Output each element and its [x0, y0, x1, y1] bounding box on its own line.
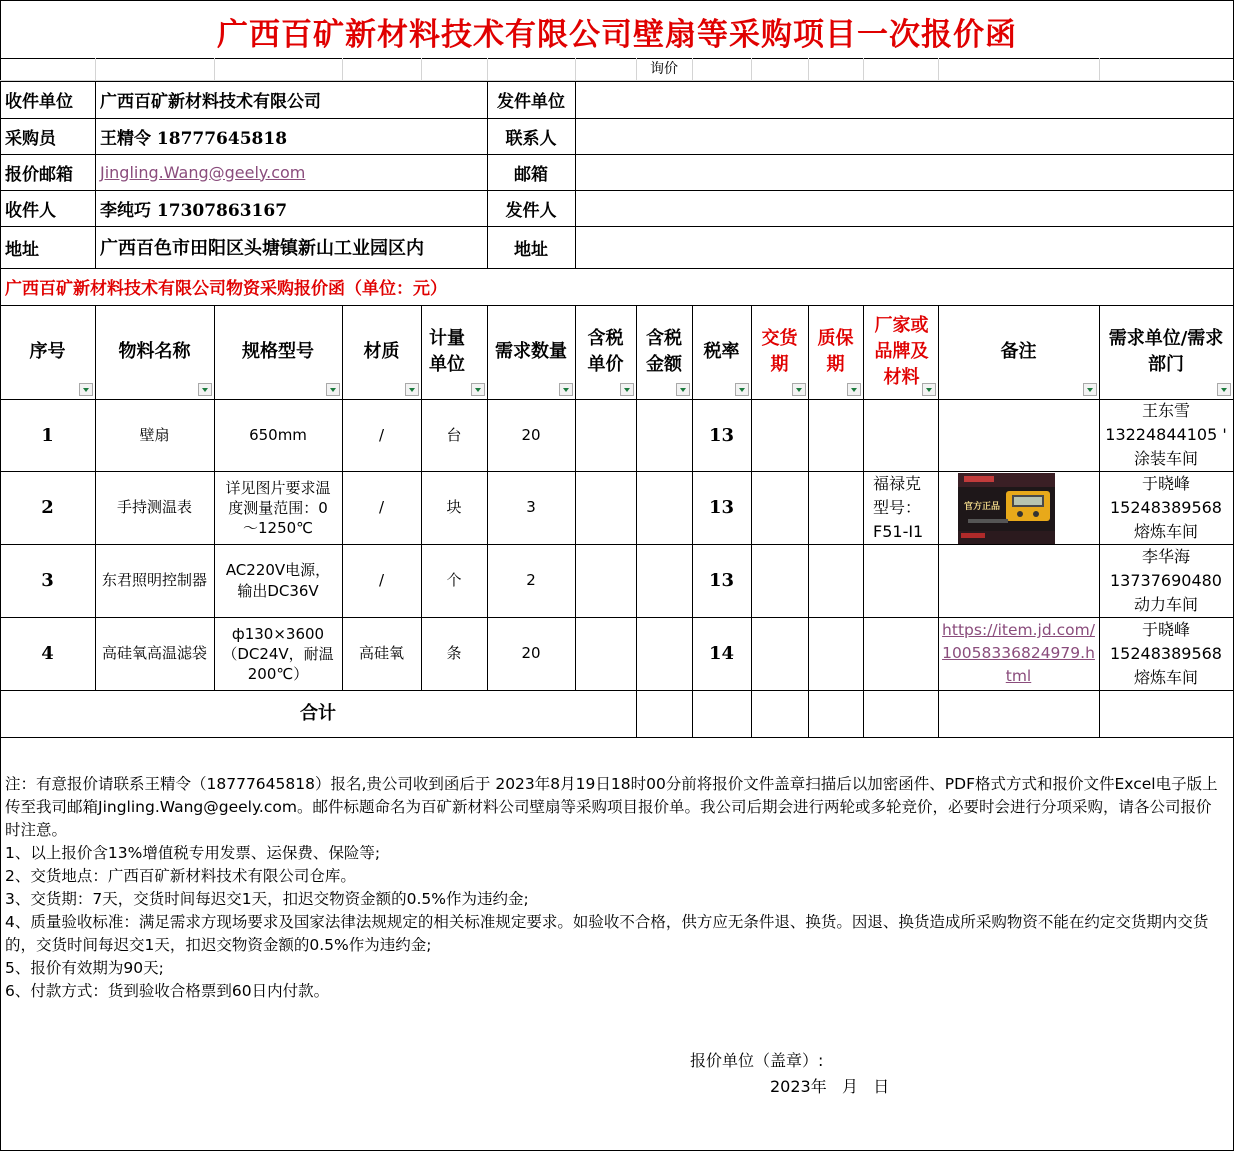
filter-spec-button[interactable]	[326, 383, 340, 396]
row3-amount[interactable]	[636, 544, 692, 617]
row4-unit[interactable]: 条	[446, 644, 462, 662]
buyer-value[interactable]: 王精令 18777645818	[100, 128, 288, 149]
row2-qty[interactable]: 3	[526, 498, 536, 516]
row1-unit[interactable]: 台	[446, 425, 462, 444]
header-remark: 备注	[1000, 341, 1037, 362]
row2-amount[interactable]	[636, 471, 692, 544]
row1-dept-phone: 13224844105 '	[1105, 425, 1227, 444]
row2-name[interactable]: 手持测温表	[116, 498, 192, 516]
row4-dept-phone: 15248389568	[1110, 643, 1222, 663]
recipient-value[interactable]: 李纯巧 17307863167	[100, 200, 288, 221]
mail-field[interactable]	[575, 154, 1233, 190]
email-link[interactable]: Jingling.Wang@geely.com	[100, 162, 306, 182]
address-value[interactable]: 广西百色市田阳区头塘镇新山工业园区内	[100, 238, 424, 259]
total-label: 合计	[300, 702, 336, 724]
row1-dept-unit: 涂装车间	[1133, 449, 1198, 468]
inquiry-label: 询价	[650, 60, 678, 77]
notes-item-3: 3、交货期：7天，交货时间每迟交1天，扣迟交物资金额的0.5%作为违约金;	[5, 890, 529, 908]
filter-delivery-button[interactable]	[792, 383, 806, 396]
subtitle: 广西百矿新材料技术有限公司物资采购报价函（单位：元）	[5, 279, 447, 299]
row2-unit-price[interactable]	[575, 471, 636, 544]
row4-dept[interactable]	[1099, 617, 1233, 690]
filter-unit-price-button[interactable]	[620, 383, 634, 396]
page-title: 广西百矿新材料技术有限公司壁扇等采购项目一次报价函	[217, 16, 1017, 53]
header-tax-rate: 税率	[703, 341, 740, 362]
row2-dept-phone: 15248389568	[1110, 497, 1222, 517]
row4-unit-price[interactable]	[575, 617, 636, 690]
row3-qty[interactable]: 2	[526, 571, 536, 589]
row3-dept-name: 李华海	[1141, 546, 1190, 566]
row3-dept-unit: 动力车间	[1133, 594, 1198, 614]
row2-seq: 2	[41, 497, 54, 518]
receiver-unit-value[interactable]: 广西百矿新材料技术有限公司	[100, 92, 321, 112]
row2-warranty[interactable]	[808, 471, 863, 544]
row4-remark-link[interactable]: https://item.jd.com/10058336824979.html	[942, 621, 1095, 685]
row4-brand[interactable]	[863, 617, 938, 690]
contact-field[interactable]	[575, 118, 1233, 154]
row1-unit-price[interactable]	[575, 399, 636, 471]
signature-unit-label: 报价单位（盖章）:	[690, 1050, 824, 1070]
row3-warranty[interactable]	[808, 544, 863, 617]
row2-dept-unit: 熔炼车间	[1133, 521, 1198, 541]
row1-amount[interactable]	[636, 399, 692, 471]
row1-material[interactable]: /	[378, 425, 385, 444]
notes-block	[5, 773, 1225, 1003]
receiver-unit-label: 收件单位	[5, 92, 73, 112]
row4-seq: 4	[41, 643, 54, 664]
signature-date: 2023年 月 日	[770, 1076, 890, 1096]
header-seq: 序号	[29, 341, 66, 362]
header-material: 材质	[363, 341, 400, 362]
row4-dept-name: 于晓峰	[1141, 619, 1190, 639]
notes-item-5: 5、报价有效期为90天;	[5, 959, 164, 977]
row2-tax[interactable]: 13	[708, 497, 735, 518]
row1-warranty[interactable]	[808, 399, 863, 471]
notes-intro: 注：有意报价请联系王精令（18777645818）报名,贵公司收到函后于 2023年8月19日18时00分前将报价文件盖章扫描后以加密函件、PDF格式方式和报价文件Excel电子版上传至我司邮箱Jingling.Wang@geely.com。邮件标题命名为百矿新材料公司壁扇等采购项目报价单。我公司后期会进行两轮或多轮竞价，必要时会进行分项采购，请各公司报价时注意。	[5, 775, 1218, 839]
row3-material[interactable]: /	[378, 571, 385, 589]
row1-dept[interactable]	[1099, 399, 1233, 471]
filter-brand-button[interactable]	[922, 383, 936, 396]
header-delivery: 交货期	[761, 328, 798, 375]
sender-field[interactable]	[575, 190, 1233, 226]
photo-caption: 官方正品	[964, 502, 1001, 512]
row1-brand[interactable]	[863, 399, 938, 471]
notes-item-1: 1、以上报价含13%增值税专用发票、运保费、保险等;	[5, 844, 381, 862]
row3-delivery[interactable]	[751, 544, 808, 617]
header-name: 物料名称	[118, 341, 191, 362]
row1-seq: 1	[41, 424, 54, 446]
filter-remark-button[interactable]	[1083, 383, 1097, 396]
header-qty: 需求数量	[495, 341, 567, 362]
recipient-label: 收件人	[5, 200, 56, 221]
header-amount: 含税金额	[646, 328, 682, 375]
row3-remark[interactable]	[938, 544, 1099, 617]
header-brand: 厂家或品牌及材料	[874, 315, 929, 388]
row4-delivery[interactable]	[751, 617, 808, 690]
row2-brand[interactable]: 福禄克型号：F51-I1	[873, 473, 924, 541]
row3-unit[interactable]: 个	[446, 571, 462, 589]
row1-dept-name: 王东雪	[1141, 401, 1190, 420]
header-warranty: 质保期	[817, 328, 854, 375]
filter-material-button[interactable]	[405, 383, 419, 396]
row1-delivery[interactable]	[751, 399, 808, 471]
row4-amount[interactable]	[636, 617, 692, 690]
row3-seq: 3	[41, 570, 54, 591]
notes-item-4: 4、质量验收标准：满足需求方现场要求及国家法律法规规定的相关标准规定要求。如验收不合格，供方应无条件退、换货。因退、换货造成所采购物资不能在约定交货期内交货的，交货时间每迟交1天，扣迟交物资金额的0.5%作为违约金;	[5, 913, 1209, 954]
filter-dept-button[interactable]	[1217, 383, 1231, 396]
row4-name[interactable]: 高硅氧高温滤袋	[101, 644, 207, 662]
row4-material[interactable]: 高硅氧	[358, 644, 404, 662]
address2-label: 地址	[514, 239, 548, 260]
row1-spec[interactable]: 650mm	[249, 425, 307, 444]
filter-tax-rate-button[interactable]	[735, 383, 749, 396]
header-unit-price: 含税单价	[587, 328, 624, 375]
row2-material[interactable]: /	[378, 498, 385, 516]
row2-dept-name: 于晓峰	[1141, 473, 1190, 493]
filter-name-button[interactable]	[198, 383, 212, 396]
mail-label: 邮箱	[514, 164, 548, 185]
notes-item-2: 2、交货地点：广西百矿新材料技术有限公司仓库。	[5, 867, 356, 885]
sender-unit-field[interactable]	[575, 81, 1233, 118]
row4-dept-unit: 熔炼车间	[1133, 667, 1198, 687]
row1-tax[interactable]: 13	[708, 424, 735, 446]
buyer-label: 采购员	[5, 128, 56, 149]
row3-tax[interactable]: 13	[708, 570, 735, 591]
sender-label: 发件人	[505, 200, 557, 221]
row3-brand[interactable]	[863, 544, 938, 617]
row1-remark[interactable]	[938, 399, 1099, 471]
row4-warranty[interactable]	[808, 617, 863, 690]
filter-qty-button[interactable]	[559, 383, 573, 396]
total-amount[interactable]	[636, 690, 692, 737]
sender-unit-label: 发件单位	[497, 92, 565, 112]
row2-unit[interactable]: 块	[446, 498, 462, 516]
address2-field[interactable]	[575, 226, 1233, 268]
product-photo[interactable]	[958, 473, 1055, 544]
row3-dept[interactable]	[1099, 544, 1233, 617]
email-label: 报价邮箱	[5, 164, 73, 185]
filter-unit-button[interactable]	[471, 383, 485, 396]
row4-spec[interactable]: ф130×3600（DC24V，耐温200℃）	[222, 624, 334, 683]
filter-warranty-button[interactable]	[847, 383, 861, 396]
row4-tax[interactable]: 14	[708, 643, 735, 664]
row1-name[interactable]: 壁扇	[139, 425, 170, 444]
row1-qty[interactable]: 20	[521, 425, 541, 444]
row3-spec[interactable]: AC220V电源，输出DC36V	[225, 560, 331, 600]
row3-unit-price[interactable]	[575, 544, 636, 617]
row3-name[interactable]: 东君照明控制器	[101, 571, 207, 589]
row3-dept-phone: 13737690480	[1110, 570, 1222, 590]
row4-remark-cell	[938, 617, 1099, 690]
notes-item-6: 6、付款方式：货到验收合格票到60日内付款。	[5, 982, 330, 1000]
header-unit: 计量单位	[429, 328, 465, 375]
header-spec: 规格型号	[242, 341, 314, 362]
row2-delivery[interactable]	[751, 471, 808, 544]
row2-dept[interactable]	[1099, 471, 1233, 544]
contact-label: 联系人	[505, 128, 557, 149]
filter-amount-button[interactable]	[676, 383, 690, 396]
email-value-cell	[95, 154, 487, 190]
row2-spec[interactable]: 详见图片要求温度测量范围：0～1250℃	[225, 478, 331, 537]
header-dept: 需求单位/需求部门	[1108, 328, 1224, 375]
address-label: 地址	[5, 239, 39, 260]
filter-seq-button[interactable]	[79, 383, 93, 396]
row4-qty[interactable]: 20	[521, 644, 541, 662]
